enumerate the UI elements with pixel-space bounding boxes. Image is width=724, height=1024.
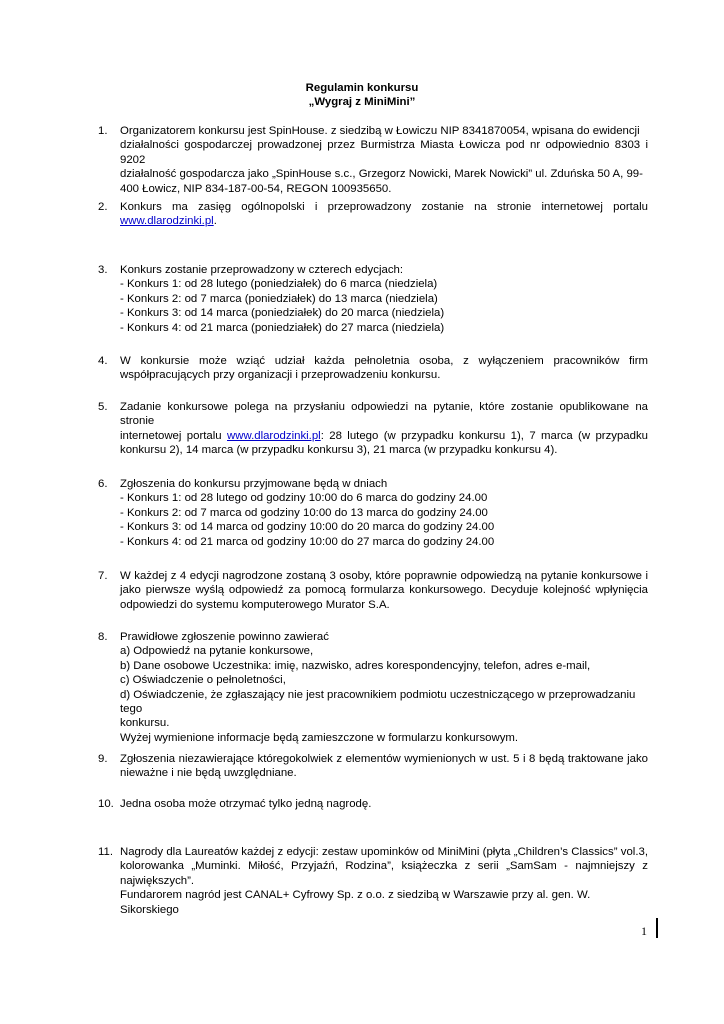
list-item: [120, 124, 648, 196]
dlarodzinki-link[interactable]: www.dlarodzinki.pl: [227, 429, 321, 442]
item-line: działalności gospodarczej prowadzonej przez Burmistrza Miasta Łowicza pod nr odpowiednio 8303 i 9202: [120, 139, 648, 166]
item-line: Jedna osoba może otrzymać tylko jedną nagrodę.: [120, 798, 372, 810]
item-number: 4.: [98, 355, 108, 367]
item-line-end: .: [213, 215, 217, 228]
item-line: a) Odpowiedź na pytanie konkursowe,: [120, 645, 314, 658]
page-number: 1: [641, 924, 647, 938]
list-item: [120, 354, 648, 383]
list-item: [120, 630, 648, 745]
item-line: W każdej z 4 edycji nagrodzone zostaną 3 osoby, które poprawnie odpowiedzą na pytanie konkursowe i: [120, 570, 648, 582]
item-line: b) Dane osobowe Uczestnika: imię, nazwisko, adres korespondencyjny, telefon, adres e-mail,: [120, 659, 591, 672]
item-line: Konkurs zostanie przeprowadzony w czterech edycjach:: [120, 264, 404, 276]
item-number: 11.: [98, 846, 113, 858]
list-item: [120, 400, 648, 458]
item-line: konkursu 2), 14 marca (w przypadku konkursu 3), 21 marca (w przypadku konkursu 4).: [120, 444, 558, 457]
title-line-1: Regulamin konkursu: [305, 82, 419, 94]
list-item: [120, 752, 648, 781]
item-line: - Konkurs 4: od 21 marca od godziny 10:00 do 27 marca do godziny 24.00: [120, 535, 495, 548]
item-line: Zgłoszenia niezawierające któregokolwiek z elementów wymienionych w ust. 5 i 8 będą traktowane jako: [120, 753, 648, 765]
list-item: [120, 845, 648, 917]
item-line: kolorowanka „Muminki. Miłość, Przyjaźń, Rodzina”, książeczka z serii „SamSam - najmniejszy z: [120, 860, 648, 873]
item-line: - Konkurs 1: od 28 lutego (poniedziałek) do 6 marca (niedziela): [120, 278, 438, 291]
page-number-divider: [656, 918, 658, 938]
item-line: c) Oświadczenie o pełnoletności,: [120, 674, 286, 687]
item-line-start: internetowej portalu: [120, 429, 228, 442]
item-line: największych”.: [120, 874, 195, 887]
item-line: - Konkurs 3: od 14 marca (poniedziałek) do 20 marca (niedziela): [120, 307, 445, 320]
item-number: 9.: [98, 753, 108, 765]
item-number: 8.: [98, 631, 108, 643]
list-item: [120, 477, 648, 549]
item-number: 6.: [98, 478, 108, 490]
item-line: Fundarorem nagród jest CANAL+ Cyfrowy Sp. z o.o. z siedzibą w Warszawie przy al. gen. W. Sikorskiego: [120, 889, 591, 916]
list-item: [120, 263, 648, 335]
item-line: konkursu.: [120, 717, 170, 730]
item-line-end: : 28 lutego (w przypadku konkursu 1), 7 marca (w przypadku: [320, 429, 649, 442]
item-line: współpracujących przy organizacji i przeprowadzeniu konkursu.: [120, 369, 441, 382]
item-line: działalność gospodarcza jako „SpinHouse s.c., Grzegorz Nowicki, Marek Nowicki” ul. Zduńska 50 A, 99-: [120, 168, 643, 181]
item-line: - Konkurs 2: od 7 marca od godziny 10:00 do 13 marca do godziny 24.00: [120, 506, 488, 519]
item-number: 2.: [98, 201, 108, 213]
item-line: jako pierwsze wyślą odpowiedź za pomocą formularza konkursowego. Decyduje kolejność wpłynięcia: [120, 584, 648, 597]
item-number: 5.: [98, 401, 108, 413]
item-line: 400 Łowicz, NIP 834-187-00-54, REGON 100935650.: [120, 182, 392, 195]
item-line: Wyżej wymienione informacje będą zamieszczone w formularzu konkursowym.: [120, 731, 519, 744]
item-number: 1.: [98, 125, 108, 137]
document-title: [0, 81, 724, 110]
item-line: Nagrody dla Laureatów każdej z edycji: zestaw upominków od MiniMini (płyta „Children’s Classics” vol.3,: [120, 846, 648, 858]
item-line: Zadanie konkursowe polega na przysłaniu odpowiedzi na pytanie, które zostanie opublikowane na stronie: [120, 401, 648, 428]
item-line: W konkursie może wziąć udział każda pełnoletnia osoba, z wyłączeniem pracowników firm: [120, 355, 648, 367]
item-line: nieważne i nie będą uwzględniane.: [120, 767, 297, 780]
item-line: odpowiedzi do systemu komputerowego Murator S.A.: [120, 598, 390, 611]
item-number: 10.: [98, 798, 114, 810]
item-line: Konkurs ma zasięg ogólnopolski i przeprowadzony zostanie na stronie internetowej portalu: [120, 201, 648, 213]
dlarodzinki-link[interactable]: www.dlarodzinki.pl: [120, 215, 214, 228]
item-line: - Konkurs 3: od 14 marca od godziny 10:00 do 20 marca do godziny 24.00: [120, 521, 495, 534]
item-line: Prawidłowe zgłoszenie powinno zawierać: [120, 631, 329, 643]
list-item: [120, 797, 648, 811]
title-line-2: „Wygraj z MiniMini”: [308, 96, 416, 109]
item-number: 7.: [98, 570, 108, 582]
list-item: [120, 200, 648, 229]
item-line: - Konkurs 1: od 28 lutego od godziny 10:00 do 6 marca do godziny 24.00: [120, 492, 488, 505]
item-line: Zgłoszenia do konkursu przyjmowane będą w dniach: [120, 478, 388, 490]
item-line: d) Oświadczenie, że zgłaszający nie jest pracownikiem podmiotu uczestniczącego w przeprowadzaniu tego: [120, 688, 636, 716]
item-line: - Konkurs 4: od 21 marca (poniedziałek) do 27 marca (niedziela): [120, 321, 445, 334]
item-line: - Konkurs 2: od 7 marca (poniedziałek) do 13 marca (niedziela): [120, 292, 438, 305]
item-line: Organizatorem konkursu jest SpinHouse. z siedzibą w Łowiczu NIP 8341870054, wpisana do ewidencji: [120, 125, 640, 137]
list-item: [120, 569, 648, 612]
item-number: 3.: [98, 264, 108, 276]
